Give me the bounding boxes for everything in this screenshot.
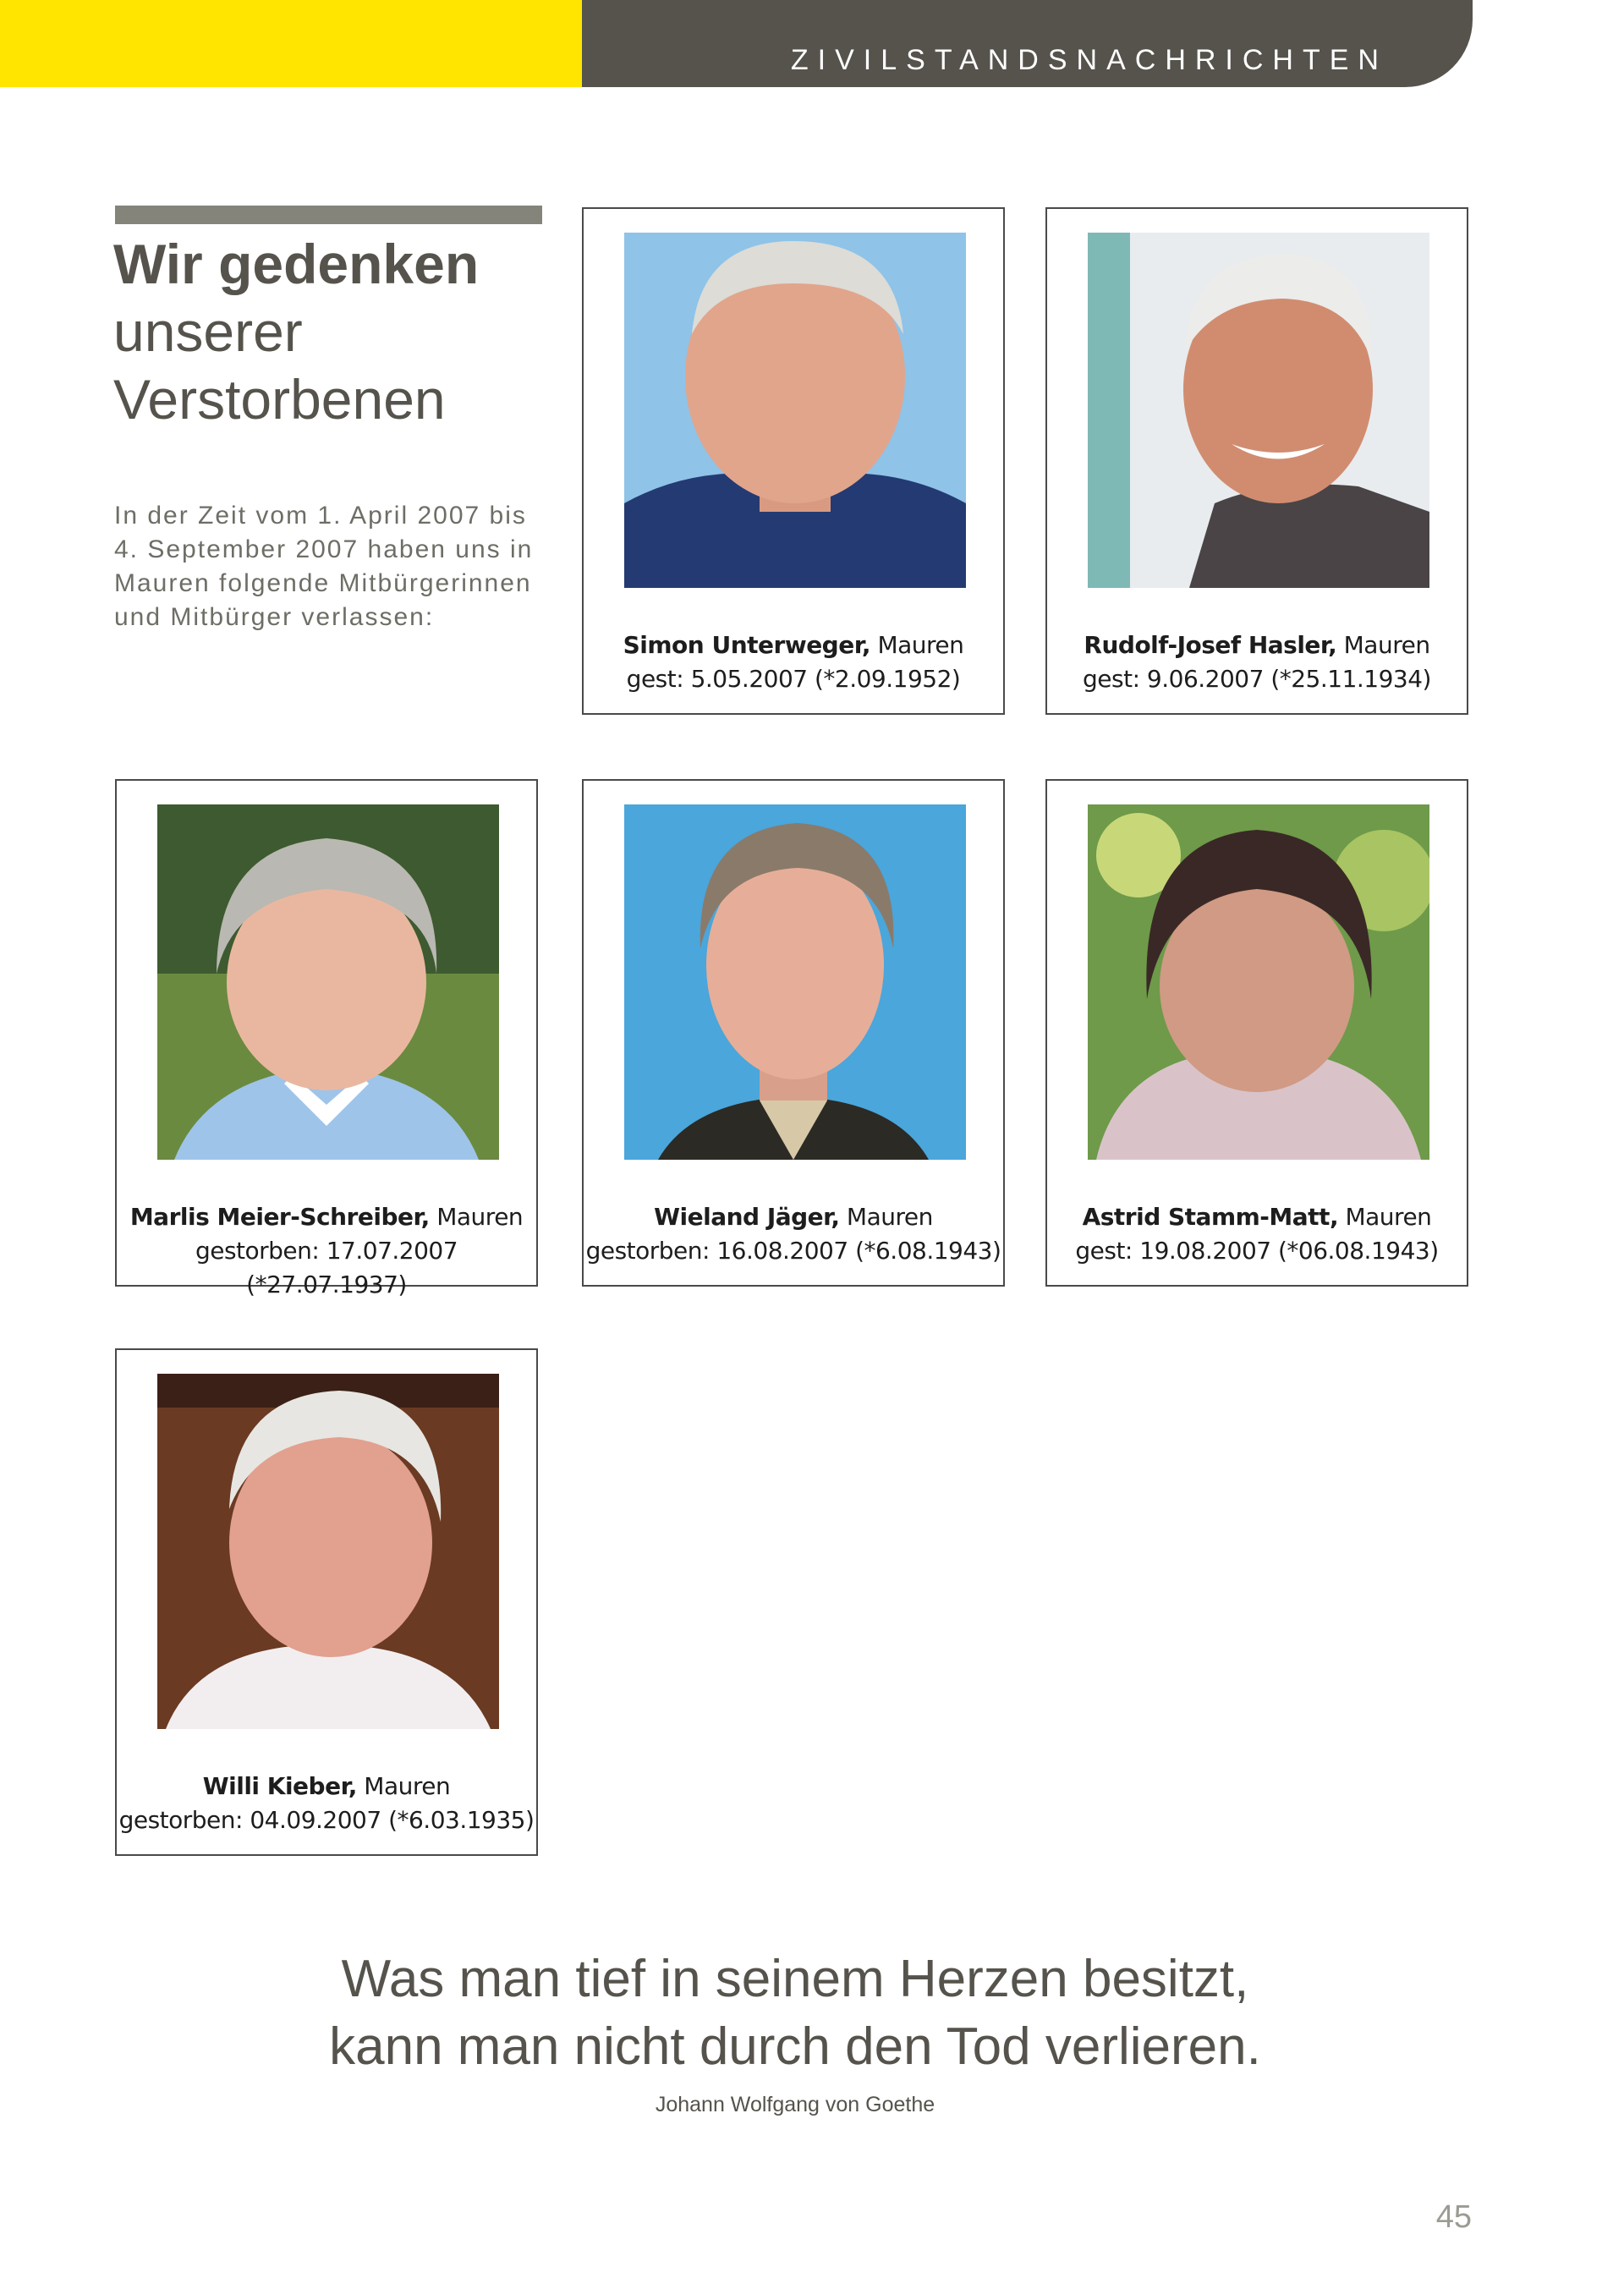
memorial-quote	[0, 1946, 1590, 2081]
obituary-card	[582, 779, 1005, 1287]
quote-line-1: Was man tief in seinem Herzen besitzt,	[341, 1950, 1249, 2008]
obituary-card	[115, 779, 538, 1298]
deceased-name: Marlis Meier-Schreiber,	[129, 1203, 430, 1231]
obituary-card	[1045, 207, 1468, 715]
portrait-photo	[1088, 233, 1429, 588]
deceased-dates: gestorben: 04.09.2007 (*6.03.1935)	[118, 1806, 535, 1834]
page-title	[113, 230, 553, 433]
intro-text: In der Zeit vom 1. April 2007 bis 4. September 2007 haben uns in Mauren folgende Mitbürgerinnen und Mitbürger verlassen:	[114, 502, 534, 631]
headline-rule	[115, 206, 542, 224]
deceased-place: Mauren	[429, 1203, 524, 1231]
section-banner	[582, 0, 1473, 87]
section-title: ZIVILSTANDSNACHRICHTEN	[790, 44, 1388, 76]
title-line-2: unserer	[113, 300, 303, 363]
deceased-place: Mauren	[1338, 1203, 1432, 1231]
obituary-card	[1045, 779, 1468, 1287]
deceased-dates: gest: 5.05.2007 (*2.09.1952)	[626, 665, 961, 693]
deceased-name: Astrid Stamm-Matt,	[1082, 1203, 1339, 1231]
page-number: 45	[1435, 2199, 1472, 2235]
portrait-photo	[157, 804, 499, 1160]
portrait-photo	[624, 804, 966, 1160]
deceased-name: Wieland Jäger,	[654, 1203, 840, 1231]
portrait-photo	[624, 233, 966, 588]
quote-author: Johann Wolfgang von Goethe	[655, 2093, 935, 2116]
obituary-caption	[584, 1200, 1003, 1268]
deceased-dates: gest: 9.06.2007 (*25.11.1934)	[1083, 665, 1431, 693]
deceased-place: Mauren	[870, 631, 964, 659]
obituary-caption	[117, 1200, 536, 1302]
deceased-name: Simon Unterweger,	[623, 631, 871, 659]
deceased-place: Mauren	[356, 1772, 451, 1800]
title-bold: Wir gedenken	[113, 233, 480, 295]
obituary-caption	[584, 629, 1003, 696]
obituary-caption	[1047, 629, 1467, 696]
obituary-card	[115, 1348, 538, 1856]
deceased-dates: gest: 19.08.2007 (*06.08.1943)	[1075, 1237, 1439, 1265]
deceased-place: Mauren	[839, 1203, 933, 1231]
obituary-caption	[117, 1770, 536, 1837]
quote-line-2: kann man nicht durch den Tod verlieren.	[329, 2017, 1261, 2076]
deceased-name: Willi Kieber,	[202, 1772, 357, 1800]
deceased-dates: gestorben: 17.07.2007 (*27.07.1937)	[195, 1237, 458, 1298]
deceased-name: Rudolf-Josef Hasler,	[1084, 631, 1337, 659]
portrait-photo	[1088, 804, 1429, 1160]
portrait-photo	[157, 1374, 499, 1729]
deceased-place: Mauren	[1336, 631, 1430, 659]
obituary-caption	[1047, 1200, 1467, 1268]
obituary-card	[582, 207, 1005, 715]
title-line-3: Verstorbenen	[113, 368, 446, 431]
deceased-dates: gestorben: 16.08.2007 (*6.08.1943)	[585, 1237, 1001, 1265]
header-accent-bar	[0, 0, 582, 87]
